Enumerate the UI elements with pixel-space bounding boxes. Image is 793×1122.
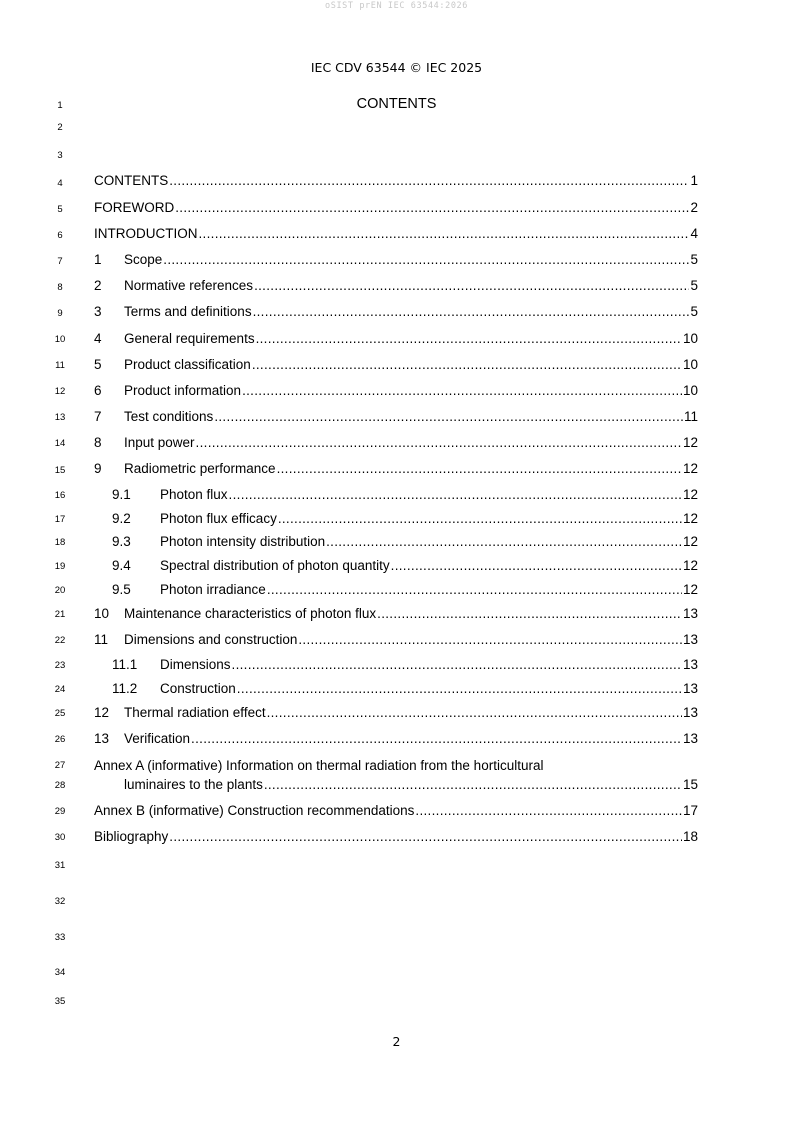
line-number: 10 (54, 334, 66, 345)
toc-entry-number: 12 (94, 705, 110, 720)
toc-entry-title: INTRODUCTION (94, 226, 198, 241)
toc-entry-number: 9 (94, 461, 102, 476)
toc-entry-3[interactable] (94, 303, 698, 321)
toc-entry-title-continued: luminaires to the plants (124, 777, 263, 792)
toc-entry-page: 13 (682, 705, 698, 720)
dot-leader (415, 802, 682, 820)
dot-leader (267, 581, 682, 599)
line-number: 6 (57, 230, 63, 241)
toc-entry-title: Spectral distribution of photon quantity (160, 558, 390, 573)
line-number: 25 (54, 708, 66, 719)
line-number: 34 (54, 967, 66, 978)
dot-leader (175, 199, 689, 217)
toc-entry-introduction[interactable] (94, 225, 698, 243)
toc-entry-bibliography[interactable] (94, 828, 698, 846)
line-number: 9 (57, 308, 63, 319)
line-number: 31 (54, 860, 66, 871)
toc-entry-page: 10 (682, 331, 698, 346)
toc-entry-5[interactable] (94, 356, 698, 374)
dot-leader (252, 356, 682, 374)
toc-entry-title: Terms and definitions (124, 304, 252, 319)
line-number: 16 (54, 490, 66, 501)
toc-entry-page: 17 (682, 803, 698, 818)
dot-leader (169, 172, 689, 190)
line-number: 29 (54, 806, 66, 817)
line-number: 20 (54, 585, 66, 596)
toc-entry-number: 9.5 (112, 582, 131, 597)
toc-entry-title: Annex B (informative) Construction recommendations (94, 803, 415, 818)
toc-entry-page: 12 (682, 582, 698, 597)
line-number: 27 (54, 760, 66, 771)
toc-entry-4[interactable] (94, 330, 698, 348)
toc-entry-title: FOREWORD (94, 200, 175, 215)
toc-entry-title: Scope (124, 252, 163, 267)
toc-entry-annex-a[interactable] (124, 776, 698, 794)
toc-entry-9-1[interactable] (112, 486, 698, 504)
toc-entry-page: 5 (690, 278, 698, 293)
document-header: IEC CDV 63544 © IEC 2025 (310, 60, 483, 75)
toc-entry-number: 11.2 (112, 681, 138, 696)
dot-leader (264, 776, 682, 794)
toc-entry-title: Photon flux (160, 487, 228, 502)
toc-entry-page: 15 (682, 777, 698, 792)
toc-entry-page: 13 (682, 657, 698, 672)
line-number: 28 (54, 780, 66, 791)
dot-leader (199, 225, 690, 243)
toc-entry-number: 9.1 (112, 487, 131, 502)
toc-entry-10[interactable] (94, 605, 698, 623)
toc-entry-page: 11 (683, 409, 698, 424)
toc-entry-6[interactable] (94, 382, 698, 400)
line-number: 1 (57, 100, 63, 111)
dot-leader (391, 557, 682, 575)
toc-entry-11-1[interactable] (112, 656, 698, 674)
toc-entry-title: Verification (124, 731, 191, 746)
dot-leader (267, 704, 682, 722)
toc-entry-title: Bibliography (94, 829, 169, 844)
line-number: 32 (54, 896, 66, 907)
toc-entry-11[interactable] (94, 631, 698, 649)
toc-entry-annex-b[interactable] (94, 802, 698, 820)
toc-entry-page: 5 (690, 304, 698, 319)
toc-entry-number: 6 (94, 383, 102, 398)
line-number: 23 (54, 660, 66, 671)
toc-entry-page: 12 (682, 487, 698, 502)
toc-entry-9-4[interactable] (112, 557, 698, 575)
line-number: 13 (54, 412, 66, 423)
toc-entry-number: 13 (94, 731, 110, 746)
line-number: 7 (57, 256, 63, 267)
toc-entry-2[interactable] (94, 277, 698, 295)
toc-entry-title: Dimensions and construction (124, 632, 298, 647)
toc-entry-title: Product classification (124, 357, 251, 372)
dot-leader (169, 828, 682, 846)
toc-entry-title: Input power (124, 435, 195, 450)
toc-entry-page: 13 (682, 681, 698, 696)
toc-entry-page: 4 (690, 226, 698, 241)
line-number: 2 (57, 122, 63, 133)
toc-entry-9[interactable] (94, 460, 698, 478)
toc-entry-number: 2 (94, 278, 102, 293)
toc-entry-number: 8 (94, 435, 102, 450)
line-number: 11 (55, 360, 65, 371)
contents-title: CONTENTS (356, 96, 437, 112)
line-number: 35 (54, 996, 66, 1007)
toc-entry-8[interactable] (94, 434, 698, 452)
toc-entry-number: 5 (94, 357, 102, 372)
line-number: 22 (54, 635, 66, 646)
dot-leader (256, 330, 682, 348)
dot-leader (232, 656, 682, 674)
toc-entry-13[interactable] (94, 730, 698, 748)
toc-entry-page: 13 (682, 606, 698, 621)
toc-entry-number: 11.1 (112, 657, 138, 672)
toc-entry-number: 4 (94, 331, 102, 346)
toc-entry-title: Radiometric performance (124, 461, 276, 476)
toc-entry-page: 10 (682, 357, 698, 372)
toc-entry-title: Photon flux efficacy (160, 511, 277, 526)
toc-entry-title: Normative references (124, 278, 254, 293)
line-number: 30 (54, 832, 66, 843)
line-number: 8 (57, 282, 63, 293)
dot-leader (326, 533, 682, 551)
line-number: 26 (54, 734, 66, 745)
toc-entry-11-2[interactable] (112, 680, 698, 698)
toc-entry-12[interactable] (94, 704, 698, 722)
toc-entry-page: 2 (690, 200, 698, 215)
toc-entry-page: 5 (690, 252, 698, 267)
toc-entry-page: 12 (682, 461, 698, 476)
line-number: 4 (57, 178, 63, 189)
dot-leader (298, 631, 682, 649)
toc-entry-page: 13 (682, 632, 698, 647)
dot-leader (278, 510, 682, 528)
dot-leader (214, 408, 683, 426)
toc-entry-9-3[interactable] (112, 533, 698, 551)
dot-leader (254, 277, 689, 295)
dot-leader (229, 486, 682, 504)
dot-leader (277, 460, 682, 478)
line-number: 19 (54, 561, 66, 572)
toc-entry-number: 9.3 (112, 534, 131, 549)
line-number: 14 (54, 438, 66, 449)
toc-entry-page: 12 (682, 534, 698, 549)
line-number: 21 (54, 609, 66, 620)
toc-entry-title: Test conditions (124, 409, 214, 424)
dot-leader (377, 605, 682, 623)
toc-entry-title: Maintenance characteristics of photon flux (124, 606, 377, 621)
toc-entry-number: 1 (94, 252, 102, 267)
line-number: 33 (54, 932, 66, 943)
toc-entry-title: Product information (124, 383, 242, 398)
toc-entry-title: Thermal radiation effect (124, 705, 266, 720)
toc-entry-page: 12 (682, 435, 698, 450)
line-number: 18 (54, 537, 66, 548)
toc-entry-title: Dimensions (160, 657, 231, 672)
toc-entry-7[interactable] (94, 408, 698, 426)
toc-entry-number: 9.4 (112, 558, 131, 573)
toc-entry-annex-a-title[interactable]: Annex A (informative) Information on thermal radiation from the horticultural (94, 758, 544, 773)
toc-entry-number: 3 (94, 304, 102, 319)
toc-entry-title: Photon intensity distribution (160, 534, 326, 549)
dot-leader (191, 730, 682, 748)
line-number: 3 (57, 150, 63, 161)
dot-leader (237, 680, 682, 698)
line-number: 15 (54, 465, 66, 476)
line-number: 24 (54, 684, 66, 695)
line-number: 5 (57, 204, 63, 215)
dot-leader (163, 251, 689, 269)
toc-entry-title: Photon irradiance (160, 582, 266, 597)
page-number: 2 (392, 1034, 401, 1049)
toc-entry-page: 18 (682, 829, 698, 844)
toc-entry-number: 11 (94, 632, 109, 647)
dot-leader (196, 434, 682, 452)
toc-entry-page: 12 (682, 511, 698, 526)
line-number: 12 (54, 386, 66, 397)
toc-entry-1[interactable] (94, 251, 698, 269)
toc-entry-title: General requirements (124, 331, 255, 346)
line-number: 17 (54, 514, 66, 525)
toc-entry-contents[interactable] (94, 172, 698, 190)
toc-entry-9-5[interactable] (112, 581, 698, 599)
toc-entry-foreword[interactable] (94, 199, 698, 217)
toc-entry-page: 12 (682, 558, 698, 573)
dot-leader (242, 382, 682, 400)
toc-entry-title: CONTENTS (94, 173, 169, 188)
toc-entry-page: 10 (682, 383, 698, 398)
toc-entry-number: 9.2 (112, 511, 131, 526)
toc-entry-9-2[interactable] (112, 510, 698, 528)
toc-entry-title: Construction (160, 681, 236, 696)
toc-entry-page: 13 (682, 731, 698, 746)
toc-entry-number: 10 (94, 606, 110, 621)
toc-entry-page: 1 (690, 173, 698, 188)
toc-entry-number: 7 (94, 409, 102, 424)
watermark: oSIST prEN IEC 63544:2026 (325, 1, 468, 11)
dot-leader (253, 303, 690, 321)
